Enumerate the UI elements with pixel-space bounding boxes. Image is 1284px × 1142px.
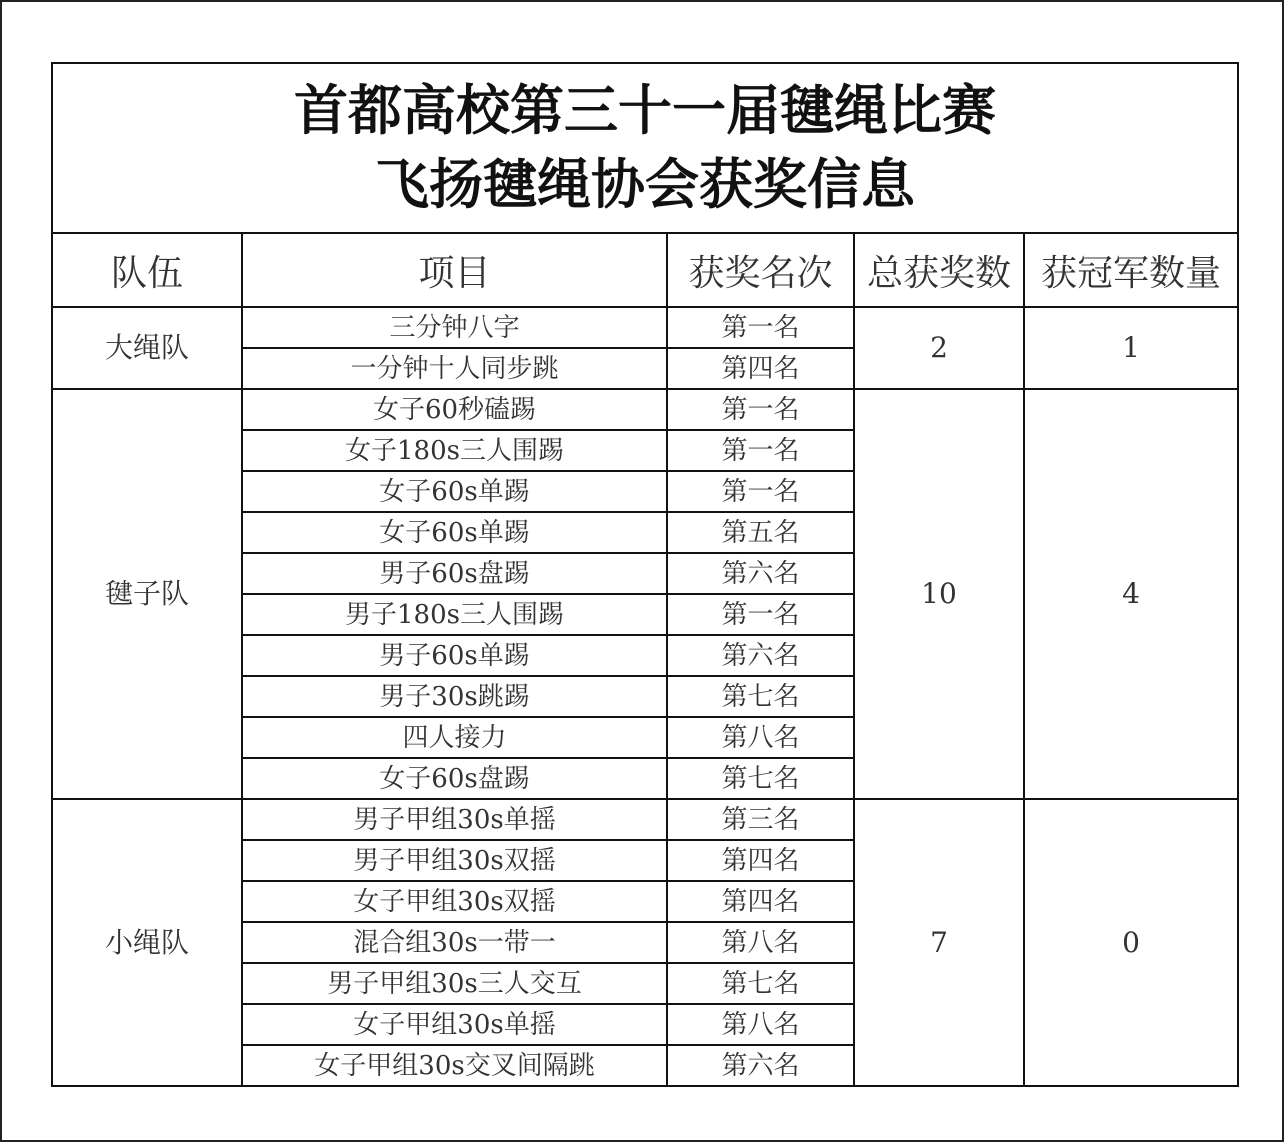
header-champions: 获冠军数量 <box>1024 233 1238 307</box>
event-cell: 女子甲组30s交叉间隔跳 <box>242 1045 667 1086</box>
champions-cell: 0 <box>1024 799 1238 1086</box>
total-awards-cell: 10 <box>854 389 1024 799</box>
rank-cell: 第七名 <box>667 676 854 717</box>
champions-cell: 1 <box>1024 307 1238 389</box>
event-cell: 女子60s单踢 <box>242 512 667 553</box>
event-cell: 三分钟八字 <box>242 307 667 348</box>
total-awards-cell: 2 <box>854 307 1024 389</box>
table-body <box>52 307 1238 1086</box>
event-cell: 男子180s三人围踢 <box>242 594 667 635</box>
rank-cell: 第一名 <box>667 594 854 635</box>
champions-cell: 4 <box>1024 389 1238 799</box>
rank-cell: 第六名 <box>667 553 854 594</box>
event-cell: 女子甲组30s单摇 <box>242 1004 667 1045</box>
table-row <box>52 799 1238 840</box>
event-cell: 男子60s单踢 <box>242 635 667 676</box>
event-cell: 女子60s盘踢 <box>242 758 667 799</box>
header-total: 总获奖数 <box>854 233 1024 307</box>
title-cell <box>52 63 1238 233</box>
event-cell: 一分钟十人同步跳 <box>242 348 667 389</box>
team-cell: 大绳队 <box>52 307 242 389</box>
rank-cell: 第一名 <box>667 471 854 512</box>
event-cell: 混合组30s一带一 <box>242 922 667 963</box>
header-row <box>52 233 1238 307</box>
header-rank: 获奖名次 <box>667 233 854 307</box>
rank-cell: 第一名 <box>667 430 854 471</box>
rank-cell: 第四名 <box>667 348 854 389</box>
event-cell: 男子甲组30s双摇 <box>242 840 667 881</box>
rank-cell: 第四名 <box>667 881 854 922</box>
rank-cell: 第一名 <box>667 307 854 348</box>
table-row <box>52 389 1238 430</box>
rank-cell: 第七名 <box>667 758 854 799</box>
rank-cell: 第三名 <box>667 799 854 840</box>
event-cell: 女子甲组30s双摇 <box>242 881 667 922</box>
rank-cell: 第四名 <box>667 840 854 881</box>
rank-cell: 第五名 <box>667 512 854 553</box>
team-cell: 毽子队 <box>52 389 242 799</box>
rank-cell: 第六名 <box>667 635 854 676</box>
award-table <box>51 62 1239 1087</box>
rank-cell: 第七名 <box>667 963 854 1004</box>
rank-cell: 第六名 <box>667 1045 854 1086</box>
rank-cell: 第八名 <box>667 717 854 758</box>
event-cell: 男子30s跳踢 <box>242 676 667 717</box>
event-cell: 女子180s三人围踢 <box>242 430 667 471</box>
event-cell: 男子60s盘踢 <box>242 553 667 594</box>
event-cell: 女子60s单踢 <box>242 471 667 512</box>
rank-cell: 第一名 <box>667 389 854 430</box>
header-team: 队伍 <box>52 233 242 307</box>
header-event: 项目 <box>242 233 667 307</box>
table-row <box>52 307 1238 348</box>
team-cell: 小绳队 <box>52 799 242 1086</box>
event-cell: 男子甲组30s三人交互 <box>242 963 667 1004</box>
event-cell: 女子60秒磕踢 <box>242 389 667 430</box>
event-cell: 男子甲组30s单摇 <box>242 799 667 840</box>
page-subtitle: 飞扬毽绳协会获奖信息 <box>375 153 915 216</box>
total-awards-cell: 7 <box>854 799 1024 1086</box>
page-title: 首都高校第三十一届毽绳比赛 <box>294 79 996 142</box>
rank-cell: 第八名 <box>667 922 854 963</box>
rank-cell: 第八名 <box>667 1004 854 1045</box>
event-cell: 四人接力 <box>242 717 667 758</box>
